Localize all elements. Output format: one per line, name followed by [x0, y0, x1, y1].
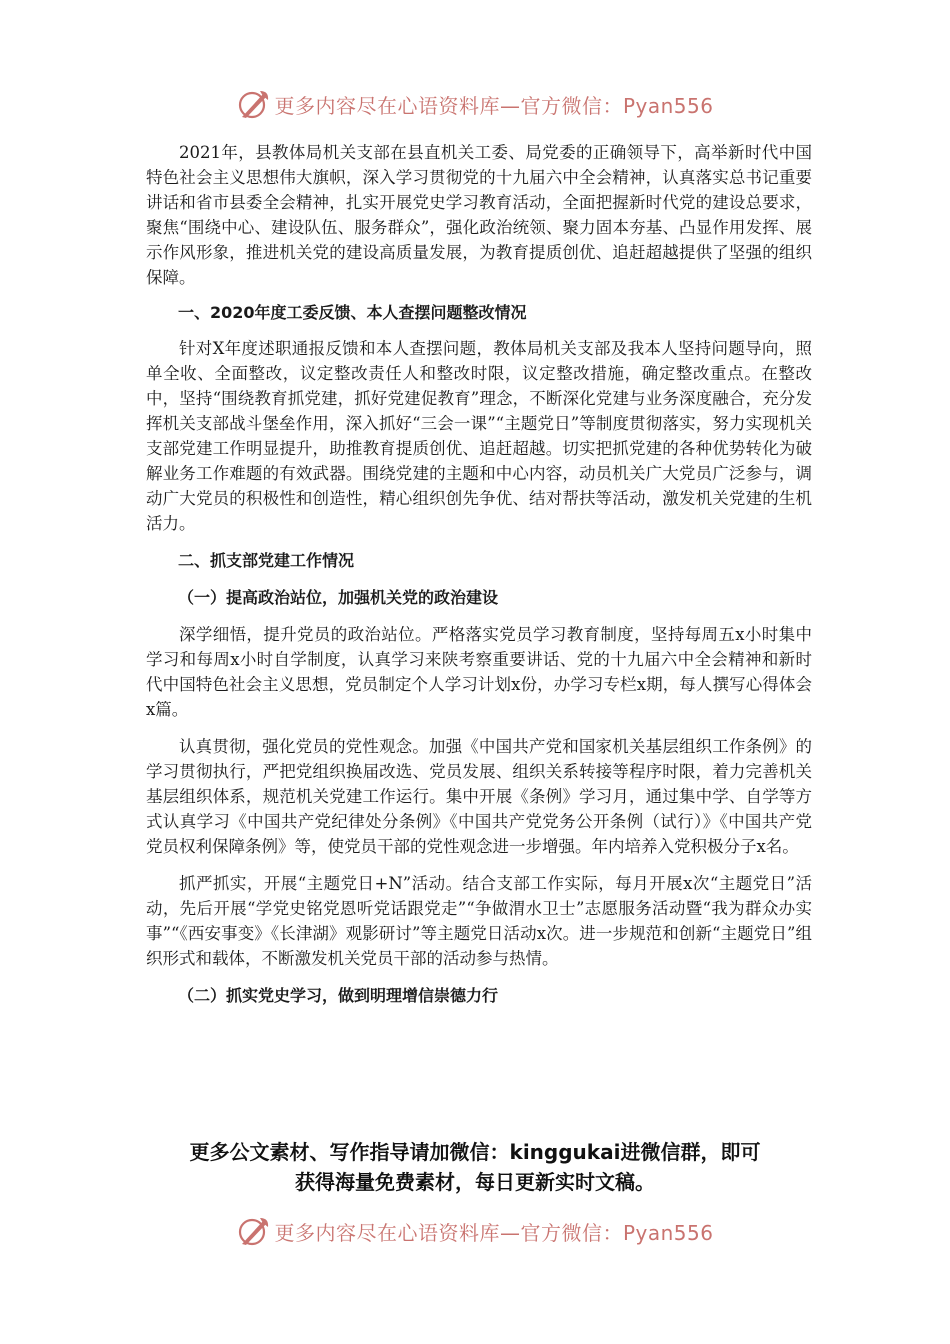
section2-heading: 二、抓支部党建工作情况	[178, 551, 355, 570]
document-body	[146, 140, 812, 1008]
sub1-paragraph-2: 认真贯彻，强化党员的党性观念。加强《中国共产党和国家机关基层组织工作条例》的学习贯彻执行，严把党组织换届改选、党员发展、组织关系转接等程序时限，着力完善机关基层组织体系，规范机关党建工作运行。集中开展《条例》学习月，通过集中学、自学等方式认真学习《中国共产党纪律处分条例》《中国共产党党务公开条例（试行）》《中国共产党党员权利保障条例》等，使党员干部的党性观念进一步增强。年内培养入党积极分子x名。	[146, 737, 812, 856]
quill-logo-icon	[236, 87, 270, 121]
sub1-paragraph-1: 深学细悟，提升党员的政治站位。严格落实党员学习教育制度，坚持每周五x小时集中学习和每周x小时自学制度，认真学习来陕考察重要讲话、党的十九届六中全会精神和新时代中国特色社会主义思想，党员制定个人学习计划x份，办学习专栏x期，每人撰写心得体会x篇。	[146, 625, 812, 719]
intro-paragraph: 2021年，县教体局机关支部在县直机关工委、局党委的正确领导下，高举新时代中国特色社会主义思想伟大旗帜，深入学习贯彻党的十九届六中全会精神，认真落实总书记重要讲话和省市县委全会精神，扎实开展党史学习教育活动，全面把握新时代党的建设总要求，聚焦“围绕中心、建设队伍、服务群众”，强化政治统领、聚力固本夯基、凸显作用发挥、展示作风形象，推进机关党的建设高质量发展，为教育提质创优、追赶超越提供了坚强的组织保障。	[146, 143, 812, 287]
footer-watermark-banner	[0, 1211, 950, 1251]
header-watermark-banner	[0, 84, 950, 124]
section2-sub2-heading: （二）抓实党史学习，做到明理增信崇德力行	[178, 986, 499, 1005]
promo-line-1: 更多公文素材、写作指导请加微信：kinggukai进微信群，即可	[189, 1140, 761, 1164]
promo-notice	[140, 1137, 810, 1197]
promo-line-2: 获得海量免费素材，每日更新实时文稿。	[295, 1170, 655, 1194]
section2-sub1-heading: （一）提高政治站位，加强机关党的政治建设	[178, 588, 499, 607]
watermark-text: 更多内容尽在心语资料库—官方微信：Pyan556	[274, 1220, 714, 1245]
section1-heading: 一、2020年度工委反馈、本人查摆问题整改情况	[178, 303, 527, 322]
watermark-text: 更多内容尽在心语资料库—官方微信：Pyan556	[274, 93, 714, 118]
sub1-paragraph-3: 抓严抓实，开展“主题党日+N”活动。结合支部工作实际，每月开展x次“主题党日”活动，先后开展“学党史铭党恩听党话跟党走”“争做渭水卫士”志愿服务活动暨“我为群众办实事”“《西安事变》《长津湖》观影研讨”等主题党日活动x次。进一步规范和创新“主题党日”组织形式和载体，不断激发机关党员干部的活动参与热情。	[146, 874, 812, 968]
section1-paragraph: 针对X年度述职通报反馈和本人查摆问题，教体局机关支部及我本人坚持问题导向，照单全收、全面整改，议定整改责任人和整改时限，议定整改措施，确定整改重点。在整改中，坚持“围绕教育抓党建，抓好党建促教育”理念，不断深化党建与业务深度融合，充分发挥机关支部战斗堡垒作用，深入抓好“三会一课”“主题党日”等制度贯彻落实，努力实现机关支部党建工作明显提升，助推教育提质创优、追赶超越。切实把抓党建的各种优势转化为破解业务工作难题的有效武器。围绕党建的主题和中心内容，动员机关广大党员广泛参与，调动广大党员的积极性和创造性，精心组织创先争优、结对帮扶等活动，激发机关党建的生机活力。	[146, 339, 812, 533]
quill-logo-icon	[236, 1214, 270, 1248]
